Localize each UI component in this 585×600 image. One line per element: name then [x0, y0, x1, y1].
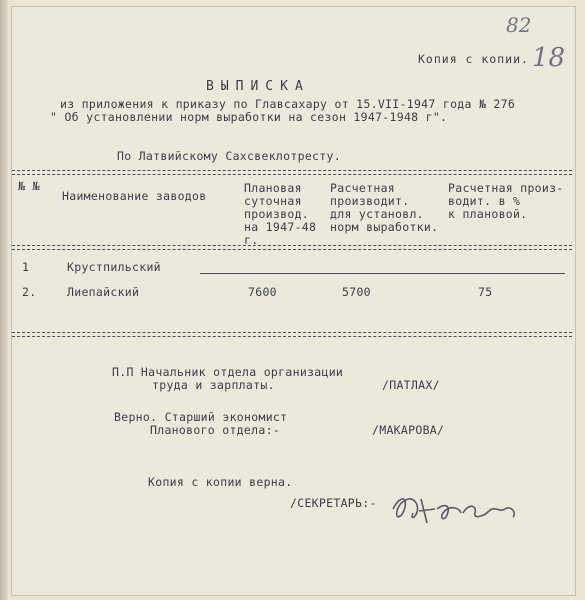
- row-planned-value: 7600: [248, 285, 277, 299]
- row-number: 1: [22, 260, 30, 274]
- row-number: 2.: [22, 285, 37, 299]
- row-factory-name: Крустпильский: [67, 260, 161, 274]
- verno-signatory-name: /МАКАРОВА/: [372, 423, 445, 437]
- table-header-rule: [12, 245, 572, 246]
- pp-signatory-name: /ПАТЛАХ/: [382, 378, 440, 392]
- copy-verified-note: Копия с копии верна.: [148, 475, 293, 489]
- row-calculated-value: 5700: [342, 285, 371, 299]
- table-bottom-rule: [12, 332, 572, 333]
- column-header-factory-name: Наименование заводов: [62, 189, 207, 203]
- table-bottom-rule-2: [12, 336, 572, 337]
- document-title: ВЫПИСКА: [206, 79, 310, 94]
- header-line-1: из приложения к приказу по Главсахару от 15.VII-1947 года № 276: [60, 97, 516, 111]
- document-page: 82 18 Копия с копии. ВЫПИСКА из приложения к приказу по Главсахару от 15.VII-1947 года № 276 " Об установлении норм выработки на сезон 1947-1948 г". По Латвийскому Сахсвеклотресту. № № Наименование заводов Плановая суточная производ. на 1947-48 г. Расчетная производит. для установл. норм выработки. Расчетная произ- водит. в % к плановой. 1 Крустпильский 2. Лиепайский 7600 5700 75 П.П Начальник отдела организации труда и зарплаты. /ПАТЛАХ/ Верно. Старший экономист Планового отдела:- /МАКАРОВА/ Копия с копии верна. /СЕКРЕТАРЬ:-: [11, 6, 576, 596]
- pp-title-line-2: труда и зарплаты.: [152, 378, 275, 392]
- verno-title-line-2: Планового отдела:-: [150, 423, 281, 437]
- folio-number-mid: 18: [532, 43, 566, 73]
- table-top-rule: [12, 170, 572, 171]
- folio-number-top: 82: [506, 13, 532, 37]
- secretary-label: /СЕКРЕТАРЬ:-: [290, 496, 377, 510]
- binding-spine: [0, 0, 8, 600]
- row-factory-name: Лиепайский: [67, 285, 140, 299]
- table-top-rule-2: [12, 174, 572, 175]
- row-percent-value: 75: [478, 285, 493, 299]
- pp-title-line-1: П.П Начальник отдела организации: [112, 365, 344, 379]
- trust-name: По Латвийскому Сахсвеклотресту.: [117, 149, 341, 163]
- header-line-2: " Об установлении норм выработки на сезон 1947-1948 г".: [50, 110, 448, 124]
- table-header-rule-2: [12, 249, 572, 250]
- row-blank-line: [200, 273, 565, 274]
- column-header-number: № №: [18, 179, 40, 193]
- verno-title-line-1: Верно. Старший экономист: [114, 410, 288, 424]
- copy-note: Копия с копии.: [418, 52, 529, 66]
- handwritten-signature: [387, 483, 537, 533]
